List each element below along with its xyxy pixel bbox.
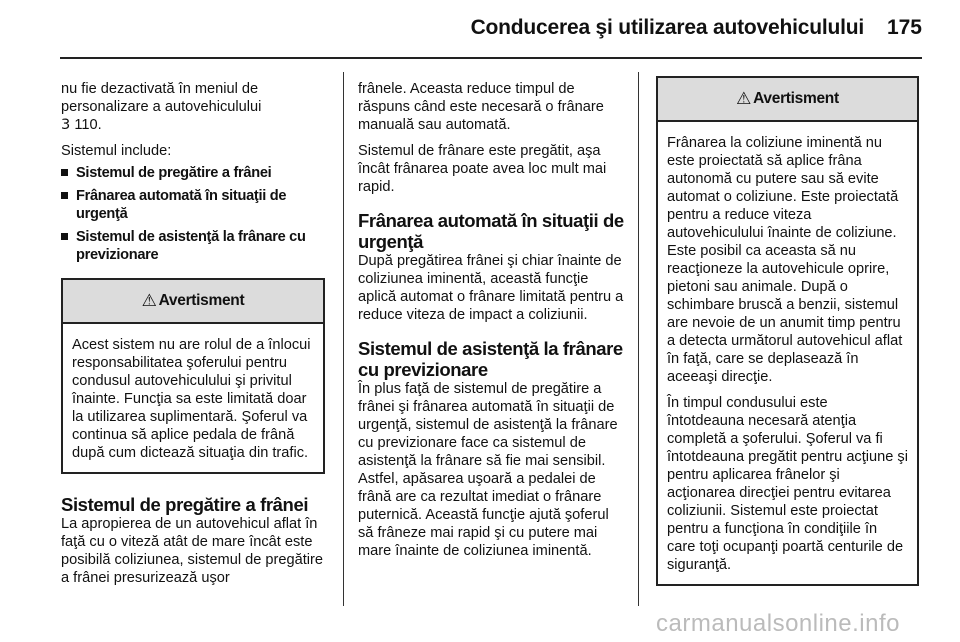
column-divider-2	[638, 72, 639, 606]
warning-header	[658, 78, 917, 122]
page-header	[0, 0, 960, 58]
list-item: Sistemul de pregătire a frânei	[61, 164, 325, 182]
includes-label: Sistemul include:	[61, 143, 172, 159]
warning-text: Frânarea la coliziune iminentă nu este proiectată să aplice frâna autonomă cu putere sau să evite automat o coliziune. Este proiectată pentru a reduce viteza autovehiculului înainte de coliziune. Este posibil ca aceasta să nu reacţioneze la autovehicule oprire, pietoni sau animale. După o schimbare bruscă a benzii, sistemul are nevoie de un anumit timp pentru a detecta următorul autovehicul aflat în faţă, care se deplasează în aceeaşi direcţie.	[667, 135, 903, 385]
paragraph: Sistemul de frânare este pregătit, aşa încât frânarea poate avea loc mult mai rapid.	[358, 143, 607, 195]
page-title: Conducerea şi utilizarea autovehiculului	[470, 16, 864, 39]
warning-box	[61, 278, 325, 474]
warning-header	[63, 280, 323, 324]
section-heading: Frânarea automată în situaţii de urgenţă	[358, 210, 624, 252]
warning-box	[656, 76, 919, 586]
warning-triangle-icon: ⚠	[141, 291, 157, 310]
column-divider-1	[343, 72, 344, 606]
header-divider	[60, 57, 922, 59]
feature-list	[61, 164, 325, 264]
list-item: Frânarea automată în situaţii de urgenţă	[61, 187, 325, 223]
section-text: După pregătirea frânei şi chiar înainte de coliziunea iminentă, această funcţie aplică automat o frânare limitată pentru a reduce viteza de impact a coliziunii.	[358, 253, 624, 323]
section-text: La apropierea de un autovehicul aflat în faţă cu o viteză atât de mare încât este posibilă coliziunea, sistemul de pregătire a frânei presurizează uşor	[61, 516, 324, 586]
paragraph: frânele. Aceasta reduce timpul de răspuns când este necesară o frânare manuală sau automată.	[358, 81, 604, 133]
section-text: În plus faţă de sistemul de pregătire a frânei şi frânarea automată în situaţii de urgenţă, sistemul de asistenţă la frânare cu previzionare face ca sistemul de asistenţă la frânare să fie mai sensibil. Astfel, apăsarea uşoară a pedalei de frână are ca rezultat imediat o frânare puternică. Această funcţie ajută şoferul să frâneze mai rapid şi cu putere mai mare înainte de coliziunea iminentă.	[358, 381, 618, 559]
warning-text: Acest sistem nu are rolul de a înlocui responsabilitatea şoferului pentru condusul autovehiculului şi privitul înainte. Funcţia sa este limitată doar la utilizarea suplimentară. Şoferul va continua să aplice pedala de frână după cum dictează situaţia din trafic.	[72, 337, 311, 461]
intro-paragraph	[61, 80, 325, 134]
warning-title: Avertisment	[158, 292, 245, 309]
page-ref-link[interactable]: 110.	[70, 117, 102, 133]
section-heading: Sistemul de asistenţă la frânare cu previzionare	[358, 338, 623, 380]
column-1	[61, 80, 325, 595]
list-item: Sistemul de asistenţă la frânare cu previzionare	[61, 228, 325, 264]
warning-body	[658, 122, 917, 584]
section-heading: Sistemul de pregătire a frânei	[61, 494, 309, 515]
warning-triangle-icon: ⚠	[736, 89, 752, 108]
column-2	[358, 80, 626, 568]
warning-text: În timpul condusului este întotdeauna necesară atenţia completă a şoferului. Şoferul va fi întotdeauna pregătit pentru acţiune şi pentru aplicarea frânelor şi acţionarea direcţiei pentru evitarea coliziunii. Sistemul este proiectat pentru a funcţiona în condiţiile în care toţi ocupanţi poartă centurile de siguranţă.	[667, 395, 908, 573]
intro-text: nu fie dezactivată în meniul de personalizare a autovehiculului	[61, 81, 262, 115]
watermark: carmanualsonline.info	[656, 610, 900, 637]
column-3	[656, 76, 919, 586]
warning-title: Avertisment	[753, 90, 839, 107]
page-ref-icon: 3	[61, 116, 71, 133]
page-number: 175	[886, 16, 922, 39]
warning-body	[63, 324, 323, 472]
